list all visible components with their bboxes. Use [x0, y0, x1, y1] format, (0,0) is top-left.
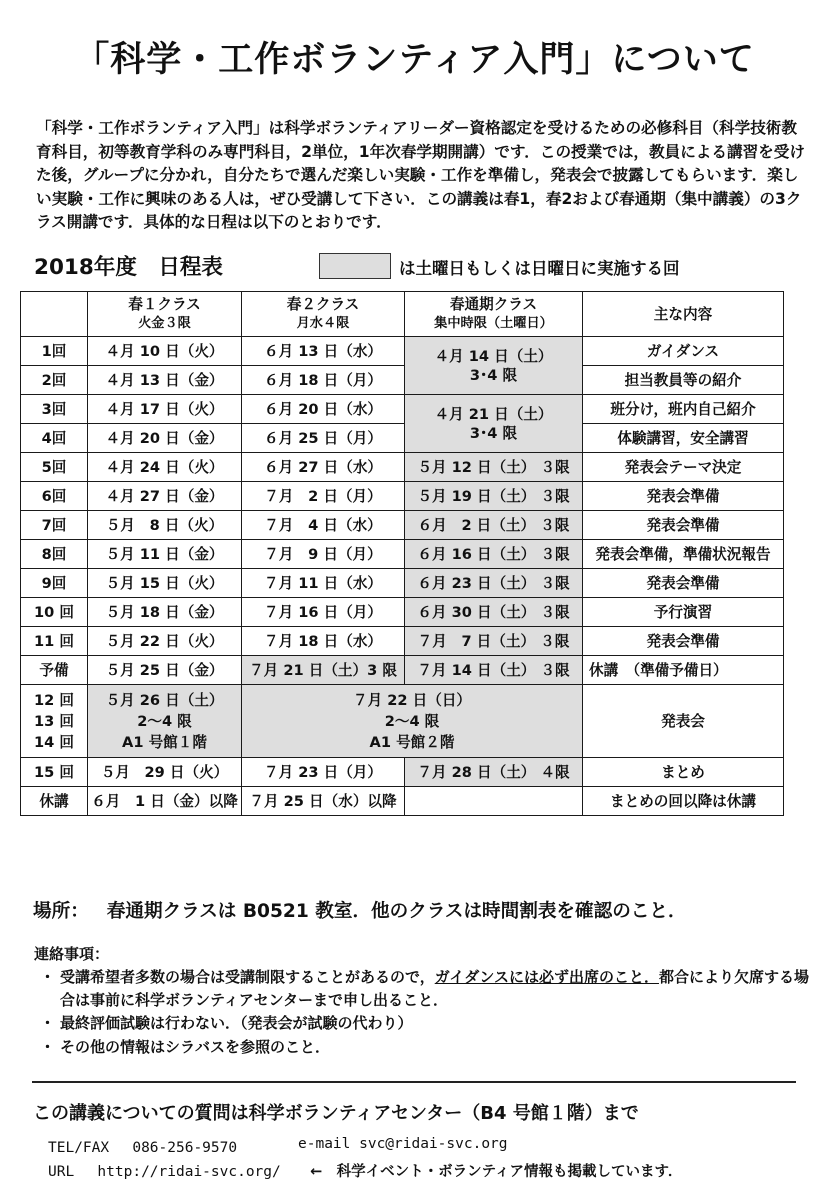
spring2-full-presentation-date: ７月 22 日（日） — [352, 691, 472, 709]
row-label: 7回 — [21, 511, 88, 540]
spring1-date: ５月 18 日（金） — [88, 598, 242, 627]
header-spring1-name: 春１クラス — [128, 296, 201, 313]
spring2-date: ７月 2 日（月） — [242, 482, 405, 511]
intro-paragraph: 「科学・工作ボランティア入門」は科学ボランティアリーダー資格認定を受けるための必修科目（科学技術教育科目，初等教育学科のみ専門科目，2単位，1年次春学期開講）です．この授業では，教員による講習を受けた後，グループに分かれ，自分たちで選んだ楽しい実験・工作を準備し，発表会で披露してもらいます．楽しい実験・工作に興味のある人は，ぜひ受講して下さい．この講義は春1，春2および春通期（集中講義）の3クラス開講です．具体的な日程は以下のとおりです． — [36, 119, 805, 231]
spring-full-period: 3･4 限 — [469, 424, 518, 442]
content-cell: 発表会準備 — [583, 482, 784, 511]
row-label: 1回 — [21, 337, 88, 366]
row-label: 3回 — [21, 395, 88, 424]
row-label-presentation — [21, 685, 88, 758]
table-header-row — [21, 292, 784, 337]
header-content: 主な内容 — [583, 292, 784, 337]
spring-full-period: 3･4 限 — [469, 366, 518, 384]
table-row — [21, 569, 784, 598]
schedule-heading — [34, 250, 814, 284]
table-row — [21, 787, 784, 816]
spring-full-date: ６月 30 日（土） ３限 — [405, 598, 583, 627]
row-label: 14 回 — [34, 733, 74, 751]
spring2-date: ６月 27 日（水） — [242, 453, 405, 482]
schedule-year-title: 2018年度 日程表 — [34, 255, 223, 280]
spring1-date: ６月 1 日（金）以降 — [88, 787, 242, 816]
spring1-date: ５月 25 日（金） — [88, 656, 242, 685]
note-text: 受講希望者多数の場合は受講制限することがあるので， — [60, 968, 435, 986]
contact-line — [48, 1160, 808, 1184]
spring-full-date — [405, 787, 583, 816]
row-label: 15 回 — [21, 758, 88, 787]
page-title: 「科学・工作ボランティア入門」について — [74, 40, 755, 80]
row-label: 5回 — [21, 453, 88, 482]
content-cell: 発表会準備 — [583, 627, 784, 656]
spring1-date: ４月 17 日（火） — [88, 395, 242, 424]
location-label: 場所： — [33, 901, 89, 922]
tel-fax: TEL/FAX 086-256-9570 — [48, 1140, 238, 1156]
header-spring-full-name: 春通期クラス — [449, 296, 538, 313]
spring1-date: ４月 20 日（金） — [88, 424, 242, 453]
content-cell: 体験講習，安全講習 — [583, 424, 784, 453]
spring1-date: ５月 8 日（火） — [88, 511, 242, 540]
inquiry-line: この講義についての質問は科学ボランティアセンター（B4 号館１階）まで — [33, 1103, 639, 1124]
table-row — [21, 598, 784, 627]
spring2-full-presentation-period: 2～4 限 — [384, 712, 440, 730]
note-text-underlined: ガイダンスには必ず出席のこと． — [434, 968, 659, 986]
legend-shade-swatch — [319, 253, 391, 279]
spring1-presentation — [88, 685, 242, 758]
note-item: ・ 最終評価試験は行わない．（発表会が試験の代わり） — [34, 1012, 814, 1035]
table-row — [21, 540, 784, 569]
table-row-presentation — [21, 685, 784, 758]
content-cell: まとめ — [583, 758, 784, 787]
location-text: 春通期クラスは B0521 教室．他のクラスは時間割表を確認のこと． — [106, 901, 687, 922]
spring2-date: ７月 11 日（水） — [242, 569, 405, 598]
header-spring2 — [242, 292, 405, 337]
content-cell: ガイダンス — [583, 337, 784, 366]
header-spring-full — [405, 292, 583, 337]
table-row — [21, 482, 784, 511]
spring1-date: ４月 27 日（金） — [88, 482, 242, 511]
spring1-date: ４月 10 日（火） — [88, 337, 242, 366]
content-cell: 予行演習 — [583, 598, 784, 627]
spring-full-date: ７月 28 日（土） ４限 — [405, 758, 583, 787]
spring-full-date: ７月 14 日（土） ３限 — [405, 656, 583, 685]
contact-line — [48, 1136, 808, 1160]
table-row — [21, 337, 784, 366]
row-label: 6回 — [21, 482, 88, 511]
location-line — [33, 897, 687, 923]
header-spring-full-period: 集中時限（土曜日） — [434, 316, 553, 331]
schedule-table — [20, 291, 784, 816]
email: e-mail svc@ridai-svc.org — [298, 1136, 508, 1152]
spring-full-date-merged — [405, 395, 583, 453]
content-cell: 発表会準備 — [583, 569, 784, 598]
spring2-date: ６月 13 日（水） — [242, 337, 405, 366]
spring1-presentation-room: A1 号館１階 — [122, 733, 207, 751]
notes-title: 連絡事項： — [34, 945, 110, 963]
content-cell: まとめの回以降は休講 — [583, 787, 784, 816]
row-label: 11 回 — [21, 627, 88, 656]
website-note: ← 科学イベント・ボランティア情報も掲載しています． — [310, 1164, 683, 1180]
content-cell: 担当教員等の紹介 — [583, 366, 784, 395]
row-label: 8回 — [21, 540, 88, 569]
spring2-date: ７月 23 日（月） — [242, 758, 405, 787]
content-cell: 発表会準備，準備状況報告 — [583, 540, 784, 569]
table-row — [21, 758, 784, 787]
spring2-date: ６月 25 日（月） — [242, 424, 405, 453]
content-cell: 発表会テーマ決定 — [583, 453, 784, 482]
table-row — [21, 627, 784, 656]
spring2-date: ７月 25 日（水）以降 — [242, 787, 405, 816]
row-label: 休講 — [21, 787, 88, 816]
spring2-date: ７月 4 日（水） — [242, 511, 405, 540]
content-cell: 発表会 — [583, 685, 784, 758]
header-cell-blank — [21, 292, 88, 337]
spring1-presentation-period: 2～4 限 — [137, 712, 192, 730]
spring-full-date: ６月 23 日（土） ３限 — [405, 569, 583, 598]
table-row — [21, 453, 784, 482]
spring1-date: ５月 29 日（火） — [88, 758, 242, 787]
row-label: 13 回 — [34, 712, 74, 730]
spring2-full-presentation-room: A1 号館２階 — [369, 733, 455, 751]
spring2-full-presentation — [242, 685, 583, 758]
row-label: 10 回 — [21, 598, 88, 627]
spring-full-date: ５月 12 日（土） ３限 — [405, 453, 583, 482]
spring2-date: ６月 20 日（水） — [242, 395, 405, 424]
content-cell: 休講 （準備予備日） — [583, 656, 784, 685]
table-row — [21, 395, 784, 424]
row-label: 2回 — [21, 366, 88, 395]
divider — [32, 1081, 796, 1083]
spring-full-date: ６月 16 日（土） ３限 — [405, 540, 583, 569]
note-item: ・ その他の情報はシラバスを参照のこと． — [34, 1036, 814, 1059]
table-row — [21, 424, 784, 453]
row-label: 9回 — [21, 569, 88, 598]
header-spring2-name: 春２クラス — [286, 296, 360, 313]
spring1-presentation-date: ５月 26 日（土） — [105, 691, 224, 709]
content-cell: 班分け，班内自己紹介 — [583, 395, 784, 424]
table-row — [21, 366, 784, 395]
spring1-date: ５月 11 日（金） — [88, 540, 242, 569]
spring2-date: ７月 18 日（水） — [242, 627, 405, 656]
spring1-date: ４月 24 日（火） — [88, 453, 242, 482]
notes-list — [34, 966, 814, 1059]
spring-full-date: ５月 19 日（土） ３限 — [405, 482, 583, 511]
spring-full-date: ７月 7 日（土） ３限 — [405, 627, 583, 656]
legend-text: は土曜日もしくは日曜日に実施する回 — [399, 259, 680, 278]
spring1-date: ４月 13 日（金） — [88, 366, 242, 395]
spring1-date: ５月 22 日（火） — [88, 627, 242, 656]
table-row — [21, 656, 784, 685]
spring2-date: ７月 16 日（月） — [242, 598, 405, 627]
spring1-date: ５月 15 日（火） — [88, 569, 242, 598]
spring-full-date: ４月 14 日（土） — [434, 347, 553, 365]
row-label: 4回 — [21, 424, 88, 453]
header-spring1-period: 火金３限 — [138, 316, 191, 331]
header-spring2-period: 月水４限 — [296, 316, 350, 331]
spring-full-date-merged — [405, 337, 583, 395]
spring2-date: ７月 9 日（月） — [242, 540, 405, 569]
row-label: 12 回 — [34, 691, 74, 709]
content-cell: 発表会準備 — [583, 511, 784, 540]
spring-full-date: ６月 2 日（土） ３限 — [405, 511, 583, 540]
header-spring1 — [88, 292, 242, 337]
spring-full-date: ４月 21 日（土） — [434, 405, 553, 423]
contact-block — [48, 1136, 808, 1186]
row-label: 予備 — [21, 656, 88, 685]
table-row — [21, 511, 784, 540]
spring2-date: ６月 18 日（月） — [242, 366, 405, 395]
spring2-date: ７月 21 日（土）3 限 — [242, 656, 405, 685]
note-text: 都合により欠席する場合は事前に科学ボランティアセンターまで申し出ること． — [60, 968, 809, 1010]
website-url: URL http://ridai-svc.org/ — [48, 1164, 281, 1180]
note-item — [34, 966, 814, 1012]
